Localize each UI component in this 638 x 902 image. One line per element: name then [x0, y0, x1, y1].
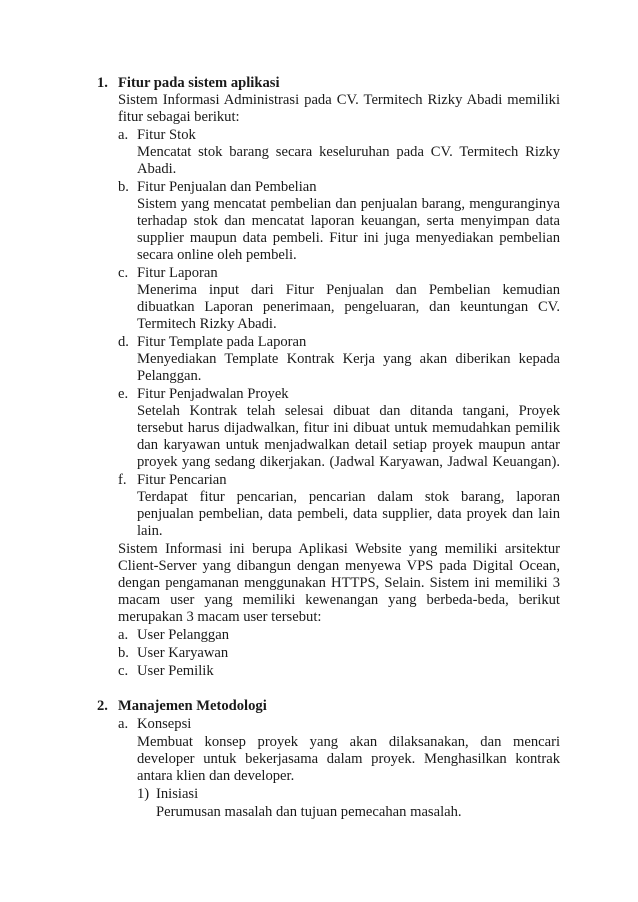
user-b-letter: b. [118, 645, 129, 661]
item-a-line-2: Abadi. [137, 161, 177, 177]
item-b-line-3: supplier maupun data pembeli. Fitur ini juga menyediakan pembelian [137, 230, 560, 246]
item-e-line-1: Setelah Kontrak telah selesai dibuat dan ditanda tangani, Proyek [137, 403, 560, 419]
subitem-1-line-1: Perumusan masalah dan tujuan pemecahan masalah. [156, 804, 462, 820]
item-f-line-3: lain. [137, 523, 163, 539]
user-c-letter: c. [118, 663, 129, 679]
item-b-line-4: secara online oleh pembeli. [137, 247, 297, 263]
item-c-line-1: Menerima input dari Fitur Penjualan dan Pembelian kemudian [137, 282, 560, 298]
section-1-outro-line-4: macam user yang memiliki kewenangan yang berbeda-beda, berikut [118, 592, 560, 608]
item-2a-line-3: antara klien dan developer. [137, 768, 295, 784]
subitem-1-title: Inisiasi [156, 786, 199, 802]
item-e-title: Fitur Penjadwalan Proyek [137, 386, 289, 402]
item-b-letter: b. [118, 179, 129, 195]
item-a-title: Fitur Stok [137, 127, 196, 143]
item-a-line-1: Mencatat stok barang secara keseluruhan pada CV. Termitech Rizky [137, 144, 560, 160]
item-2a-line-2: developer untuk bekerjasama dalam proyek. Menghasilkan kontrak [137, 751, 560, 767]
item-e-letter: e. [118, 386, 129, 402]
item-e-line-3: dan karyawan untuk menjadwalkan detail setiap proyek maupun antar [137, 437, 560, 453]
section-1-outro-line-1: Sistem Informasi ini berupa Aplikasi Website yang memiliki arsitektur [118, 541, 560, 557]
item-b-title: Fitur Penjualan dan Pembelian [137, 179, 317, 195]
item-2a-letter: a. [118, 716, 129, 732]
item-a-letter: a. [118, 127, 129, 143]
item-e-line-4: proyek yang sedang dikerjakan. (Jadwal Karyawan, Jadwal Keuangan). [137, 454, 560, 470]
item-d-letter: d. [118, 334, 129, 350]
item-2a-title: Konsepsi [137, 716, 192, 732]
item-2a-line-1: Membuat konsep proyek yang akan dilaksanakan, dan mencari [137, 734, 560, 750]
section-1-intro-line-2: fitur sebagai berikut: [118, 109, 240, 125]
user-a-letter: a. [118, 627, 129, 643]
item-b-line-1: Sistem yang mencatat pembelian dan penjualan barang, menguranginya [137, 196, 560, 212]
item-e-line-2: tersebut harus dijadwalkan, fitur ini dibuat untuk memudahkan pemilik [137, 420, 560, 436]
user-a-label: User Pelanggan [137, 627, 229, 643]
section-1-outro-line-5: merupakan 3 macam user tersebut: [118, 609, 322, 625]
item-d-line-1: Menyediakan Template Kontrak Kerja yang akan diberikan kepada [137, 351, 560, 367]
section-1-title: Fitur pada sistem aplikasi [118, 75, 280, 91]
item-c-line-3: Termitech Rizky Abadi. [137, 316, 277, 332]
section-1-outro-line-2: Client-Server yang dibangun dengan menyewa VPS pada Digital Ocean, [118, 558, 560, 574]
section-2-title: Manajemen Metodologi [118, 698, 267, 714]
item-f-line-1: Terdapat fitur pencarian, pencarian dalam stok barang, laporan [137, 489, 560, 505]
section-1-number: 1. [97, 75, 108, 91]
item-c-line-2: dibuatkan Laporan penerimaan, pengeluaran, dan keuntungan CV. [137, 299, 560, 315]
section-1-outro-line-3: dengan pengamanan menggunakan HTTPS, Selain. Sistem ini memiliki 3 [118, 575, 560, 591]
user-c-label: User Pemilik [137, 663, 214, 679]
item-d-line-2: Pelanggan. [137, 368, 202, 384]
item-d-title: Fitur Template pada Laporan [137, 334, 307, 350]
item-f-letter: f. [118, 472, 127, 488]
item-f-line-2: penjualan pembelian, data pembeli, data supplier, data proyek dan lain [137, 506, 560, 522]
item-c-title: Fitur Laporan [137, 265, 218, 281]
subitem-1-number: 1) [137, 786, 150, 802]
item-b-line-2: terhadap stok dan mencatat laporan keuangan, serta menyimpan data [137, 213, 560, 229]
section-2-number: 2. [97, 698, 108, 714]
item-c-letter: c. [118, 265, 129, 281]
section-1-intro-line-1: Sistem Informasi Administrasi pada CV. Termitech Rizky Abadi memiliki [118, 92, 560, 108]
user-b-label: User Karyawan [137, 645, 229, 661]
item-f-title: Fitur Pencarian [137, 472, 227, 488]
